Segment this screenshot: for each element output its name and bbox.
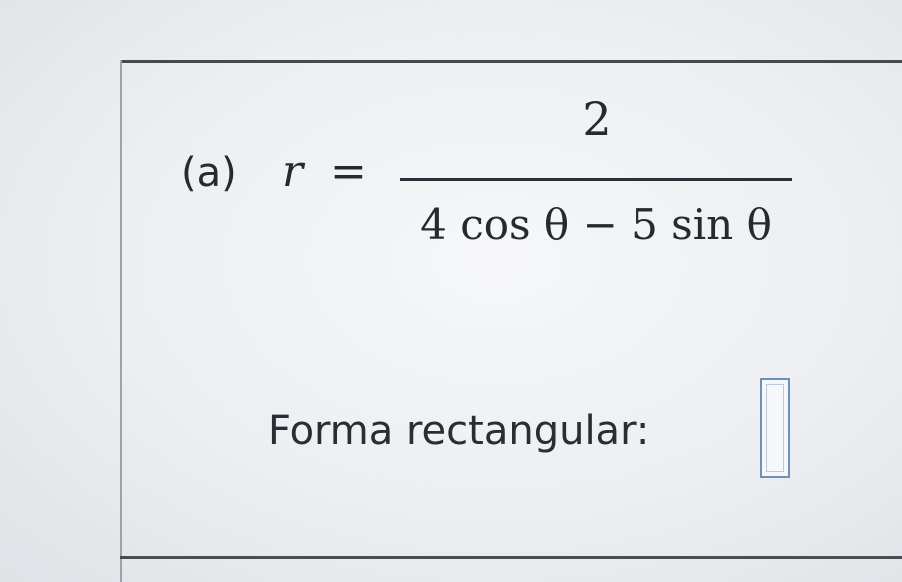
- fraction-bar: [400, 178, 792, 181]
- bottom-divider: [120, 556, 902, 559]
- fraction-denominator: 4 cos θ − 5 sin θ: [420, 200, 772, 249]
- math-variable: r: [282, 146, 304, 197]
- left-divider: [120, 60, 122, 582]
- fraction-numerator: 2: [582, 92, 612, 146]
- equals-sign: =: [330, 146, 367, 197]
- part-label: (a): [181, 150, 237, 196]
- top-divider: [120, 60, 902, 63]
- answer-input[interactable]: [760, 378, 790, 478]
- answer-input-frame: [766, 384, 784, 472]
- answer-label: Forma rectangular:: [268, 408, 650, 454]
